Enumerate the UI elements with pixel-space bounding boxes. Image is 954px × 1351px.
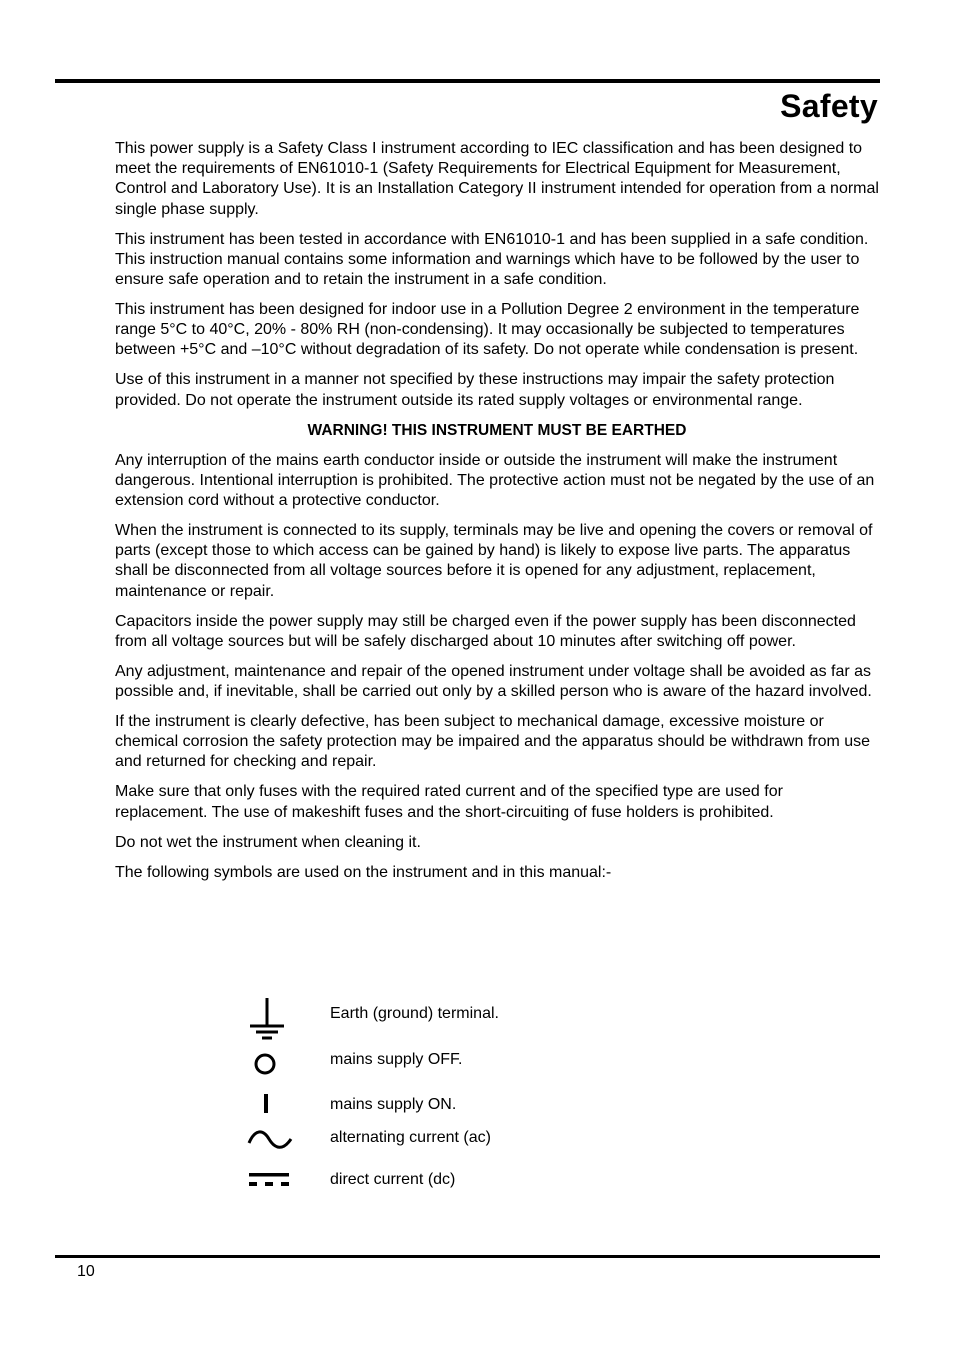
- symbol-label-on: mains supply ON.: [330, 1096, 457, 1113]
- symbol-row-off: [245, 1050, 745, 1090]
- paragraph-misuse: Use of this instrument in a manner not specified by these instructions may impair the safety protection provided. Do not operate the instrument outside its rated supply voltages or environmental range.: [115, 371, 835, 409]
- symbol-label-dc: direct current (dc): [330, 1171, 456, 1188]
- paragraph-environment: This instrument has been designed for indoor use in a Pollution Degree 2 environment in the temperature range 5°C to 40°C, 20% - 80% RH (non-condensing). It may occasionally be subjected to temperatures between +5°C and –10°C without degradation of its safety. Do not operate while condensation is present.: [115, 301, 860, 359]
- page-number: 10: [77, 1263, 95, 1280]
- symbol-label-ac: alternating current (ac): [330, 1129, 491, 1146]
- earth-warning-heading: WARNING! THIS INSTRUMENT MUST BE EARTHED: [307, 421, 687, 439]
- header-rule: [55, 79, 880, 83]
- paragraph-adjustment: Any adjustment, maintenance and repair of the opened instrument under voltage shall be avoided as far as possible and, if inevitable, shall be carried out only by a skilled person who is aware of the hazard involved.: [115, 662, 872, 701]
- paragraph-fuses: Make sure that only fuses with the required rated current and of the specified type are used for replacement. The use of makeshift fuses and the short-circuiting of fuse holders is prohibited.: [115, 783, 783, 821]
- footer-rule: [55, 1255, 880, 1258]
- paragraph-capacitors: Capacitors inside the power supply may still be charged even if the power supply has been disconnected from all voltage sources but will be safely discharged about 10 minutes after switching off power.: [115, 612, 856, 650]
- safety-body: [115, 139, 879, 893]
- symbol-row-ac: [245, 1127, 745, 1167]
- paragraph-symbols-intro: The following symbols are used on the instrument and in this manual:-: [115, 863, 612, 881]
- symbol-row-earth: [245, 996, 745, 1036]
- page-title: Safety: [780, 88, 878, 124]
- symbol-row-dc: [245, 1170, 745, 1210]
- direct-current-icon: [245, 1170, 295, 1214]
- paragraph-tested: This instrument has been tested in accordance with EN61010-1 and has been supplied in a safe condition. This instruction manual contains some information and warnings which have to be followed by the user to ensure safe operation and to retain the instrument in a safe condition.: [115, 230, 869, 289]
- paragraph-earth-interruption: Any interruption of the mains earth conductor inside or outside the instrument will make the instrument dangerous. Intentional interruption is prohibited. The protective action must not be negated by the use of an extension cord without a protective conductor.: [115, 451, 875, 510]
- symbol-label-off: mains supply OFF.: [330, 1051, 463, 1068]
- paragraph-cleaning: Do not wet the instrument when cleaning it.: [115, 833, 421, 851]
- earth-ground-icon: [245, 996, 295, 1040]
- paragraph-safety-class: This power supply is a Safety Class I instrument according to IEC classification and has been designed to meet the requirements of EN61010-1 (Safety Requirements for Electrical Equipment for Measurement, Control and Laboratory Use). It is an Installation Category II instrument intended for operation from a normal single phase supply.: [115, 140, 879, 218]
- symbol-label-earth: Earth (ground) terminal.: [330, 1005, 499, 1022]
- alternating-current-icon: [245, 1127, 295, 1171]
- power-off-icon: [245, 1050, 295, 1094]
- paragraph-live-terminals: When the instrument is connected to its supply, terminals may be live and opening the covers or removal of parts (except those to which access can be gained by hand) is likely to expose live parts. The apparatus shall be disconnected from all voltage sources before it is opened for any adjustment, replacement, maintenance or repair.: [115, 522, 873, 600]
- paragraph-defective: If the instrument is clearly defective, has been subject to mechanical damage, excessive moisture or chemical corrosion the safety protection may be impaired and the apparatus should be withdrawn from use and returned for checking and repair.: [115, 713, 871, 771]
